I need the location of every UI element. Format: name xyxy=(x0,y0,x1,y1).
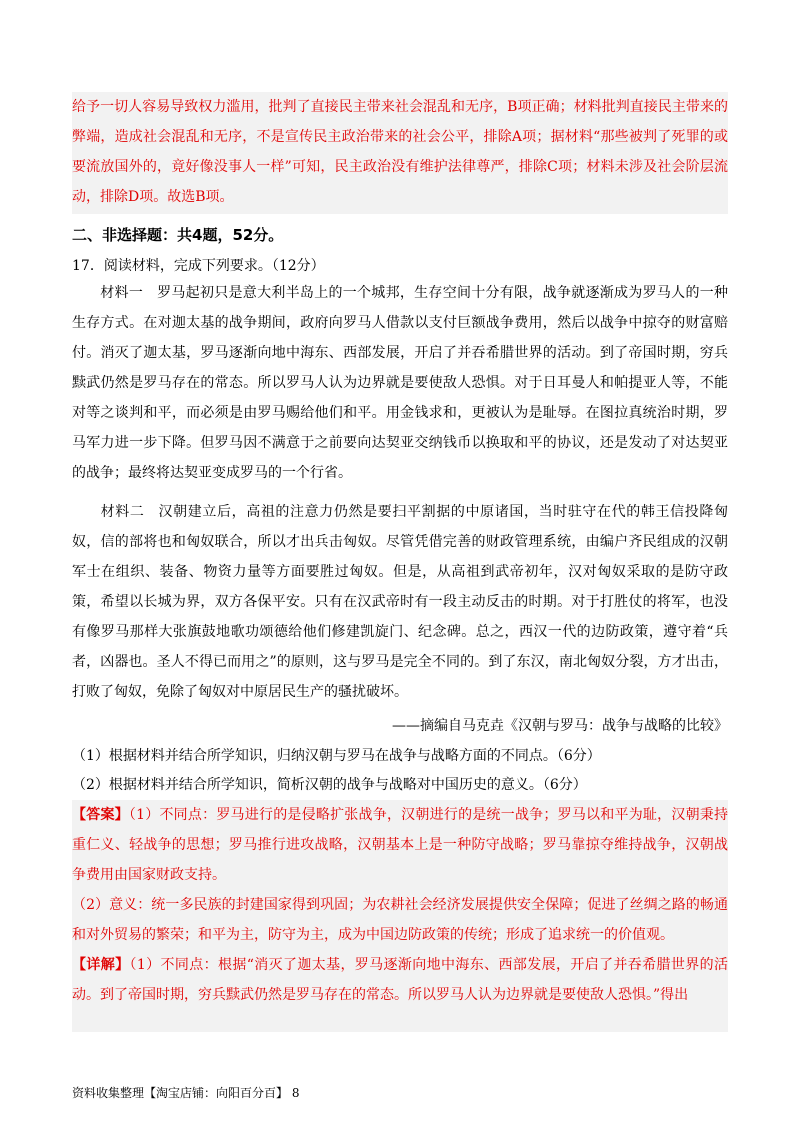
question-17-stem: 17．阅读材料，完成下列要求。（12分） xyxy=(72,258,325,274)
material-two-text: 汉朝建立后，高祖的注意力仍然是要扫平割据的中原诸国，当时驻守在代的韩王信投降匈奴，信的部将也和匈奴联合，所以才出兵击匈奴。尽管凭借完善的财政管理系统，由编户齐民组成的汉朝军士在组织、装备、物资力量等方面要胜过匈奴。但是，从高祖到武帝初年，汉对匈奴采取的是防守政策，希望以长城为界，双方各保平安。只有在汉武帝时有一段主动反击的时期。对于打胜仗的将军，也没有像罗马那样大张旗鼓地歌功颂德给他们修建凯旋门、纪念碑。总之，西汉一代的边防政策，遵守着“兵者，凶器也。圣人不得已而用之”的原则，这与罗马是完全不同的。到了东汉，南北匈奴分裂，方才出击，打败了匈奴，免除了匈奴对中原居民生产的骚扰破坏。 xyxy=(72,504,729,700)
material-one xyxy=(72,278,728,488)
page-footer: 资料收集整理【淘宝店铺：向阳百分百】 8 xyxy=(72,1086,300,1100)
material-one-text: 罗马起初只是意大利半岛上的一个城邦，生存空间十分有限，战争就逐渐成为罗马人的一种生存方式。在对迦太基的战争期间，政府向罗马人借款以支付巨额战争费用，然后以战争中掠夺的财富赔付。消灭了迦太基，罗马逐渐向地中海东、西部发展，开启了并吞希腊世界的活动。到了帝国时期，穷兵黩武仍然是罗马存在的常态。所以罗马人认为边界就是要使敌人恐惧。对于日耳曼人和帕提亚人等，不能对等之谈判和平，而必须是由罗马赐给他们和平。用金钱求和，更被认为是耻辱。在图拉真统治时期，罗马军力进一步下降。但罗马因不满意于之前要向达契亚交纳钱币以换取和平的协议，还是发动了对达契亚的战争；最终将达契亚变成罗马的一个行省。 xyxy=(72,285,729,481)
subquestion-2: （2）根据材料并结合所学知识，简析汉朝的战争与战略对中国历史的意义。（6分） xyxy=(72,777,587,793)
material-two xyxy=(72,497,728,707)
explanation-text: 给予一切人容易导致权力滥用，批判了直接民主带来社会混乱和无序，B项正确；材料批判直接民主带来的弊端，造成社会混乱和无序，不是宣传民主政治带来的社会公平，排除A项；据材料“那些被判了死罪的或要流放国外的，竟好像没事人一样”可知，民主政治没有维护法律尊严，排除C项；材料未涉及社会阶层流动，排除D项。故选B项。 xyxy=(72,99,728,205)
previous-answer-explanation xyxy=(72,92,728,214)
answer-section xyxy=(72,800,728,1032)
answer-part-1-text: （1）不同点：罗马进行的是侵略扩张战争，汉朝进行的是统一战争；罗马以和平为耻，汉朝秉持重仁义、轻战争的思想；罗马推行进攻战略，汉朝基本上是一种防守战略；罗马靠掠夺维持战争，汉朝战争费用由国家财政支持。 xyxy=(72,807,729,883)
answer-part-1 xyxy=(72,800,728,890)
answer-tag: 【答案】 xyxy=(72,807,129,823)
material-two-label: 材料二 xyxy=(100,504,145,520)
section-heading: 二、非选择题：共4题，52分。 xyxy=(72,226,284,244)
answer-part-2: （2）意义：统一多民族的封建国家得到巩固；为农耕社会经济发展提供安全保障；促进了丝绸之路的畅通和对外贸易的繁荣；和平为主，防守为主，成为中国边防政策的传统；形成了追求统一的价值观。 xyxy=(72,897,728,943)
subquestion-1: （1）根据材料并结合所学知识，归纳汉朝与罗马在战争与战略方面的不同点。（6分） xyxy=(72,748,601,764)
detail-text: （1）不同点：根据“消灭了迦太基，罗马逐渐向地中海东、西部发展，开启了并吞希腊世界的活动。到了帝国时期，穷兵黩武仍然是罗马存在的常态。所以罗马人认为边界就是要使敌人恐惧。”得出 xyxy=(72,957,729,1003)
detail-tag: 【详解】 xyxy=(72,957,130,973)
material-one-label: 材料一 xyxy=(100,285,144,301)
detail-explanation xyxy=(72,950,728,1010)
material-source: ——摘编自马克垚《汉朝与罗马：战争与战略的比较》 xyxy=(392,718,728,734)
